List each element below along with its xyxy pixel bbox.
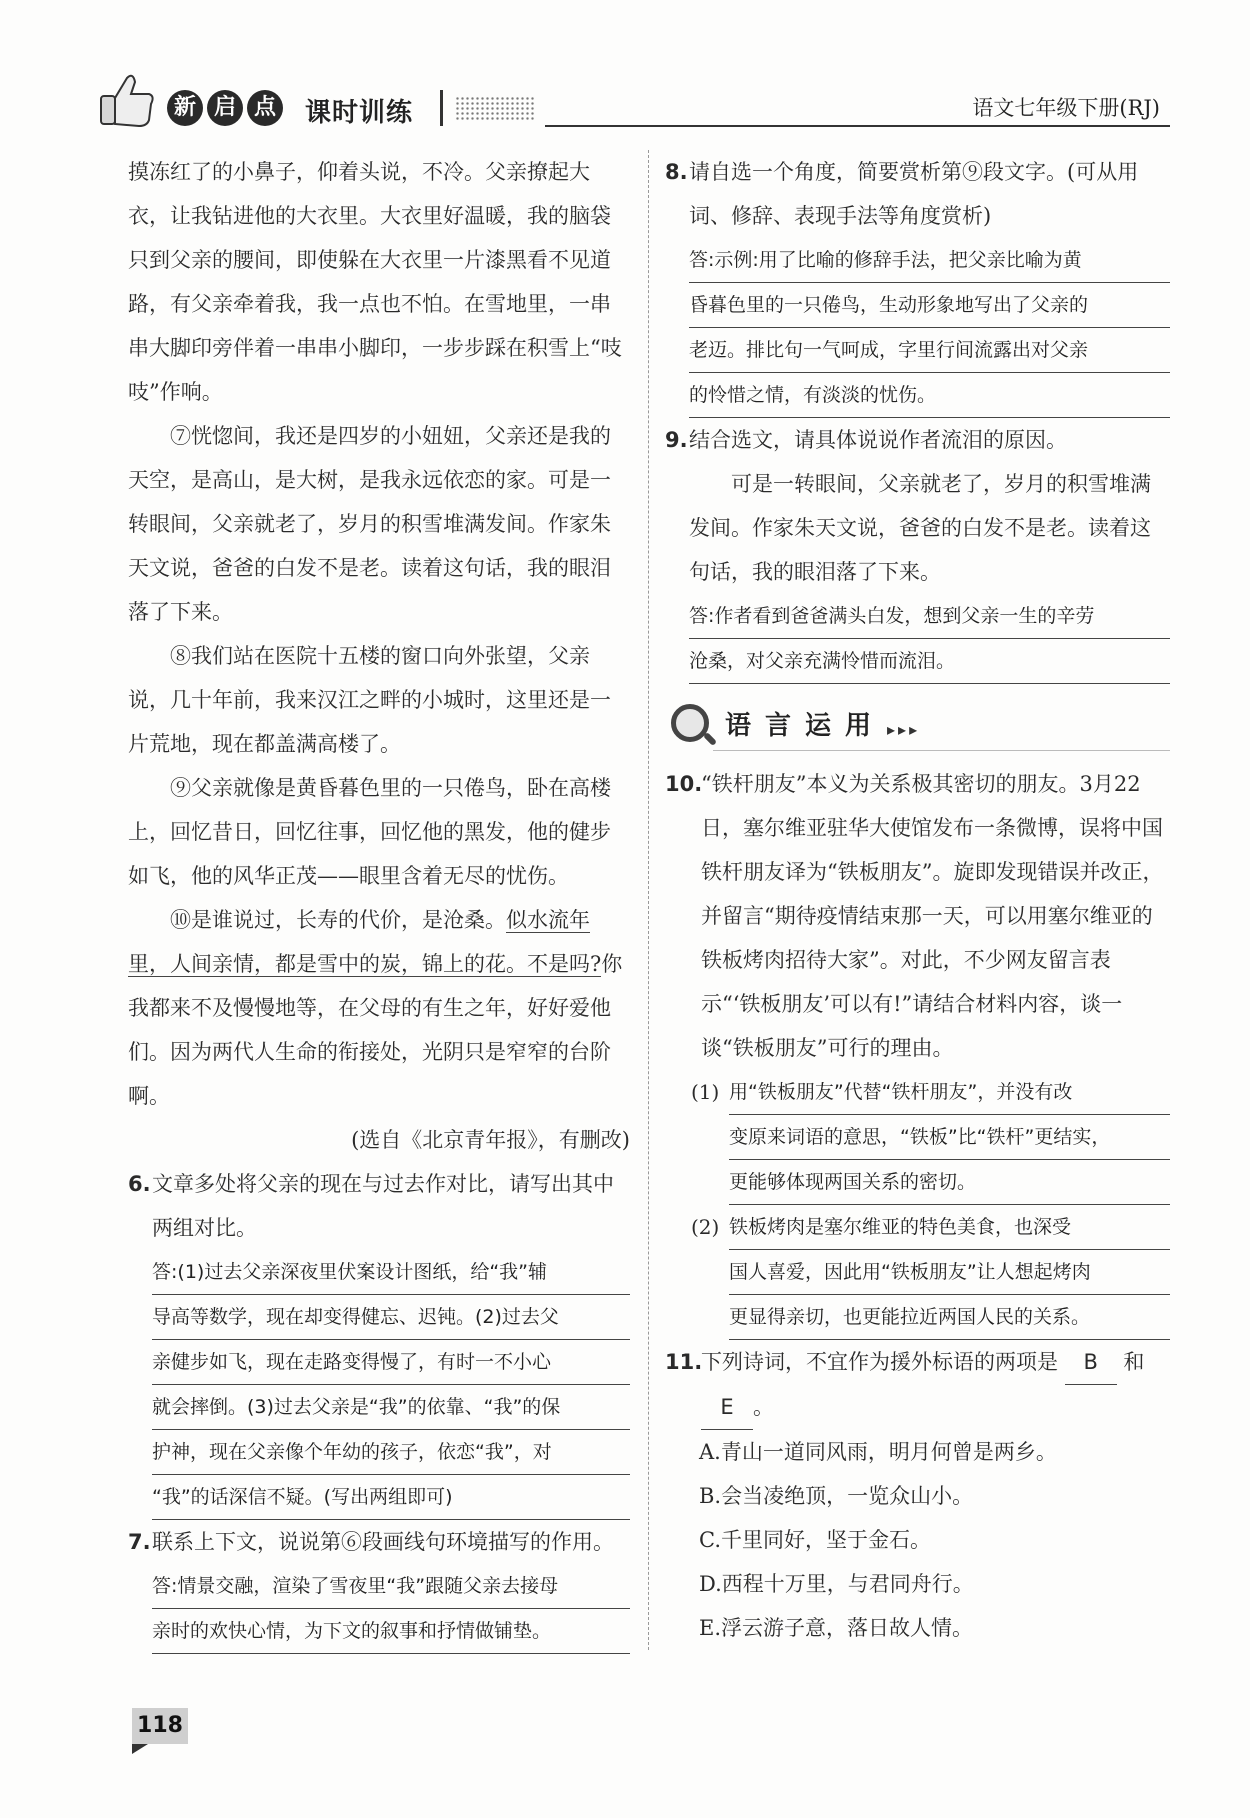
question-7-text: 联系上下文，说说第⑥段画线句环境描写的作用。 (152, 1530, 614, 1554)
answer-line: 变原来词语的意思，“铁板”比“铁杆”更结实， (729, 1115, 1170, 1160)
answer-line: 护神，现在父亲像个年幼的孩子，依恋“我”，对 (152, 1430, 630, 1475)
book-title: 语文七年级下册(RJ) (972, 96, 1160, 120)
answer-line: 导高等数学，现在却变得健忘、迟钝。(2)过去父 (152, 1295, 630, 1340)
sub-1-label: (1) (691, 1080, 720, 1104)
question-7-answer (128, 1564, 630, 1654)
option-b: B.会当凌绝顶，一览众山小。 (699, 1484, 974, 1508)
answer-line: 用“铁板朋友”代替“铁杆朋友”，并没有改 (729, 1070, 1170, 1115)
header-divider (440, 90, 443, 126)
header-dot-pattern (455, 96, 535, 120)
question-10-sub-2 (665, 1205, 1170, 1340)
answer-line: 的怜惜之情，有淡淡的忧伤。 (689, 373, 1170, 418)
answer-line: 更能够体现两国关系的密切。 (729, 1160, 1170, 1205)
answer-line: 答:作者看到爸爸满头白发，想到父亲一生的辛劳 (689, 594, 1170, 639)
badge-qi: 启 (207, 90, 243, 126)
question-9-number: 9. (665, 428, 688, 452)
question-8-number: 8. (665, 160, 688, 184)
paragraph-10 (128, 898, 630, 1118)
header-rule (545, 125, 1170, 127)
answer-line: 答:(1)过去父亲深夜里伏案设计图纸，给“我”辅 (152, 1250, 630, 1295)
answer-blank-2: E (701, 1385, 753, 1430)
sub-1-answer (729, 1070, 1170, 1205)
answer-line: 老迈。排比句一气呵成，字里行间流露出对父亲 (689, 328, 1170, 373)
question-6 (128, 1162, 630, 1250)
question-7 (128, 1520, 630, 1564)
question-9-answer (665, 594, 1170, 684)
paragraph-10-underlined: 似水流年里，人间亲情，都是雪中的炭，锦上的花。不是吗? (128, 908, 602, 976)
answer-line: 答:示例:用了比喻的修辞手法，把父亲比喻为黄 (689, 238, 1170, 283)
question-9 (665, 418, 1170, 462)
answer-line: 更显得亲切，也更能拉近两国人民的关系。 (729, 1295, 1170, 1340)
question-11-number: 11. (665, 1350, 703, 1374)
paragraph-6-continued: 摸冻红了的小鼻子，仰着头说，不冷。父亲撩起大衣，让我钻进他的大衣里。大衣里好温暖，我的脑袋只到父亲的腰间，即使躲在大衣里一片漆黑看不见道路，有父亲牵着我，我一点也不怕。在雪地里，一串串大脚印旁伴着一串串小脚印，一步步踩在积雪上“吱吱”作响。 (128, 160, 622, 404)
answer-line: 铁板烤肉是塞尔维亚的特色美食，也深受 (729, 1205, 1170, 1250)
question-7-number: 7. (128, 1530, 151, 1554)
question-11-end: 。 (753, 1395, 774, 1419)
option-d: D.西程十万里，与君同舟行。 (699, 1572, 974, 1596)
question-11 (665, 1340, 1170, 1430)
question-6-number: 6. (128, 1172, 151, 1196)
option-e: E.浮云游子意，落日故人情。 (699, 1616, 974, 1640)
paragraph-7: ⑦恍惚间，我还是四岁的小妞妞，父亲还是我的天空，是高山，是大树，是我永远依恋的家。可是一转眼间，父亲就老了，岁月的积雪堆满发间。作家朱天文说，爸爸的白发不是老。读着这句话，我的眼泪落了下来。 (128, 424, 611, 624)
answer-line: 就会摔倒。(3)过去父亲是“我”的依靠、“我”的保 (152, 1385, 630, 1430)
paragraph-8: ⑧我们站在医院十五楼的窗口向外张望，父亲说，几十年前，我来汉江之畔的小城时，这里还是一片荒地，现在都盖满高楼了。 (128, 644, 611, 756)
paragraph-10-c: 你我都来不及慢慢地等，在父母的有生之年，好好爱他们。因为两代人生命的衔接处，光阴只是窄窄的台阶啊。 (128, 952, 623, 1108)
page-number-corner (132, 1744, 148, 1754)
source-note: (选自《北京青年报》，有删改) (351, 1128, 630, 1152)
triple-arrow-icon: ▸▸▸ (887, 720, 921, 739)
thumbs-up-icon (95, 70, 157, 128)
left-column (128, 150, 630, 1654)
sub-2-answer (729, 1205, 1170, 1340)
answer-line: 亲时的欢快心情，为下文的叙事和抒情做铺垫。 (152, 1609, 630, 1654)
section-header-language-use (665, 696, 1170, 756)
right-column (665, 150, 1170, 1650)
column-divider (648, 150, 650, 1650)
answer-line: 国人喜爱，因此用“铁板朋友”让人想起烤肉 (729, 1250, 1170, 1295)
answer-line: 亲健步如飞，现在走路变得慢了，有时一不小心 (152, 1340, 630, 1385)
section-rule (713, 750, 1170, 751)
question-9-text: 结合选文，请具体说说作者流泪的原因。 (689, 428, 1067, 452)
paragraph-10-a: ⑩是谁说过，长寿的代价，是沧桑。 (170, 908, 506, 932)
question-9-quote: 可是一转眼间，父亲就老了，岁月的积雪堆满发间。作家朱天文说，爸爸的白发不是老。读着这句话，我的眼泪落了下来。 (689, 472, 1151, 584)
badge-xin: 新 (167, 90, 203, 126)
paragraph-9: ⑨父亲就像是黄昏暮色里的一只倦鸟，卧在高楼上，回忆昔日，回忆往事，回忆他的黑发，他的健步如飞，他的风华正茂——眼里含着无尽的忧伤。 (128, 776, 611, 888)
answer-blank-1: B (1065, 1340, 1117, 1385)
option-c: C.千里同好，坚于金石。 (699, 1528, 931, 1552)
option-a: A.青山一道同风雨，明月何曾是两乡。 (699, 1440, 1057, 1464)
question-8-text: 请自选一个角度，简要赏析第⑨段文字。(可从用词、修辞、表现手法等角度赏析) (689, 160, 1139, 228)
question-10-number: 10. (665, 772, 703, 796)
page-header (95, 68, 1170, 130)
answer-line: 昏暮色里的一只倦鸟，生动形象地写出了父亲的 (689, 283, 1170, 328)
question-8 (665, 150, 1170, 238)
question-10-sub-1 (665, 1070, 1170, 1205)
answer-line: 沧桑，对父亲充满怜惜而流泪。 (689, 639, 1170, 684)
question-11-text: 下列诗词，不宜作为援外标语的两项是 (701, 1350, 1058, 1374)
answer-line: 答:情景交融，渲染了雪夜里“我”跟随父亲去接母 (152, 1564, 630, 1609)
question-6-answer (128, 1250, 630, 1520)
sub-2-label: (2) (691, 1215, 720, 1239)
answer-line: “我”的话深信不疑。(写出两组即可) (152, 1475, 630, 1520)
magnifier-handle (703, 732, 717, 746)
series-title: 课时训练 (305, 98, 414, 128)
badge-dian: 点 (247, 90, 283, 126)
question-8-answer (665, 238, 1170, 418)
section-title: 语言运用 (725, 711, 886, 741)
question-10-text: “铁杆朋友”本义为关系极其密切的朋友。3月22日，塞尔维亚驻华大使馆发布一条微博，误将中国铁杆朋友译为“铁板朋友”。旋即发现错误并改正，并留言“期待疫情结束那一天，可以用塞尔维亚的铁板烤肉招待大家”。对此，不少网友留言表示“‘铁板朋友’可以有!”请结合材料内容，谈一谈“铁板朋友”可行的理由。 (701, 772, 1164, 1060)
question-11-and: 和 (1123, 1350, 1145, 1374)
page-number: 118 (132, 1708, 188, 1744)
question-10 (665, 762, 1170, 1070)
question-6-text: 文章多处将父亲的现在与过去作对比，请写出其中两组对比。 (152, 1172, 614, 1240)
